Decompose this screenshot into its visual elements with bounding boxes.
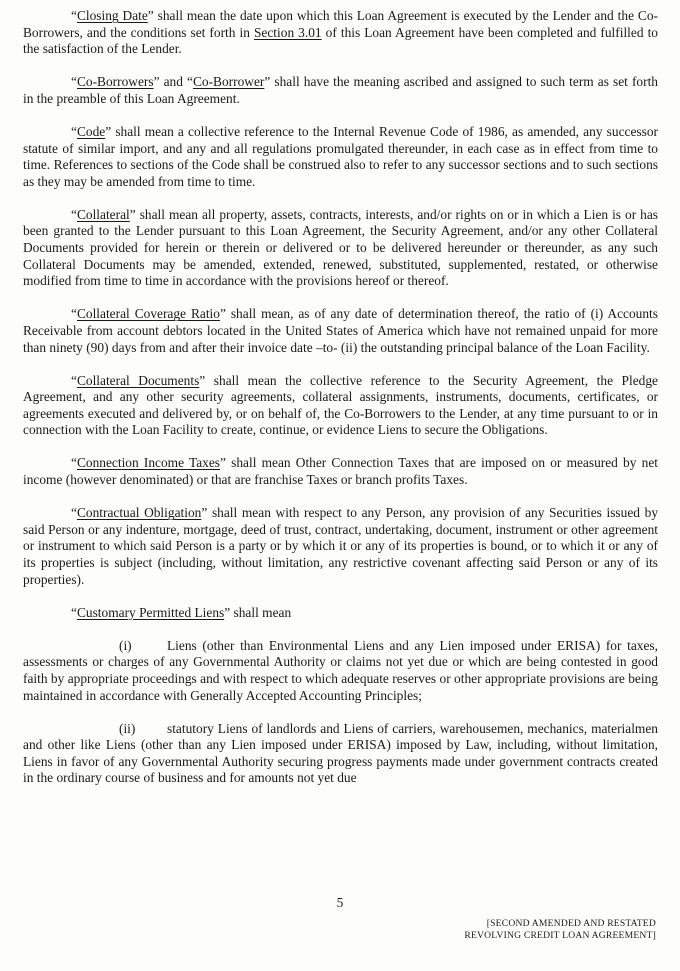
list-item: (i) Liens (other than Environmental Liens and any Lien imposed under ERISA) for taxes, assessments or charges of any Governmental Authority or claims not yet due or which are being contested in good faith by appropriate proceedings and with respect to which adequate reserves or other appropriate provisions are being maintained in accordance with Generally Accepted Accounting Principles; [23,637,658,703]
page-number: 5 [336,895,344,910]
item-number: (ii) [119,720,136,736]
list-item: (ii) statutory Liens of landlords and Liens of carriers, warehousemen, mechanics, materialmen and other like Liens (other than any Lien imposed under ERISA) imposed by Law, including, without limitation, Liens in favor of any Governmental Authority securing progress payments made under government contracts created in the ordinary course of business and for amounts not yet due [23,720,658,786]
defined-term: Collateral Coverage Ratio [76,306,220,322]
definition-contractual-obligation: “Contractual Obligation” shall mean with respect to any Person, any provision of any Securities issued by said Person or any indenture, mortgage, deed of trust, contract, undertaking, document, instrument or other agreement or instrument to which said Person is a party or by which it or any of its properties is bound, or to which it or any of its properties is subject (including, without limitation, any restrictive covenant affecting said Person or any of its properties). [23,505,659,587]
definition-collateral-coverage-ratio: “Collateral Coverage Ratio” shall mean, as of any date of determination thereof, the ratio of (i) Accounts Receivable from account debtors located in the United States of America which have not remained unpaid for more than ninety (90) days from and after their invoice date –to- (ii) the outstanding principal balance of the Loan Facility. [23,306,658,355]
item-number: (i) [119,637,132,653]
definition-closing-date: “Closing Date” shall mean the date upon which this Loan Agreement is executed by the Lender and the Co-Borrowers, and the conditions set forth in Section 3.01 of this Loan Agreement have been completed and fulfilled to the satisfaction of the Lender. [23,8,658,57]
footer-line: [SECOND AMENDED AND RESTATED [486,918,656,929]
document-footer [464,918,656,942]
defined-term: Co-Borrower [192,74,265,90]
defined-term: Closing Date [76,8,148,23]
definition-collateral: “Collateral” shall mean all property, assets, contracts, interests, and/or rights on or in which a Lien is or has been granted to the Lender pursuant to this Loan Agreement, the Security Agreement, and/or any other Collateral Documents provided for herein or therein or delivered or to be delivered hereunder or thereunder, as any such Collateral Documents may be amended, extended, renewed, substituted, supplemented, restated, or otherwise modified from time to time in accordance with the provisions hereof or thereof. [23,206,658,289]
defined-term: Collateral [76,206,130,222]
definition-co-borrowers: “Co-Borrowers” and “Co-Borrower” shall have the meaning ascribed and assigned to such term as set forth in the preamble of this Loan Agreement. [23,74,658,106]
defined-term: Code [76,123,106,139]
definition-customary-permitted-liens: “Customary Permitted Liens” shall mean [71,604,292,620]
defined-term: Co-Borrowers [76,74,154,90]
definition-collateral-documents: “Collateral Documents” shall mean the collective reference to the Security Agreement, the Pledge Agreement, and any other security agreements, collateral assignments, instruments, documents, certificates, or agreements executed and delivered by, or on behalf of, the Co-Borrowers to the Lender, at any time pursuant to or in connection with the Loan Facility to create, continue, or evidence Liens to secure the Obligations. [23,372,658,438]
footer-line: REVOLVING CREDIT LOAN AGREEMENT] [464,930,656,941]
definition-connection-income-taxes: “Connection Income Taxes” shall mean Other Connection Taxes that are imposed on or measured by net income (however denominated) or that are franchise Taxes or branch profits Taxes. [23,455,658,488]
defined-term: Contractual Obligation [76,505,202,521]
defined-term: Collateral Documents [76,372,200,388]
section-reference: Section 3.01 [253,24,322,40]
defined-term: Customary Permitted Liens [76,604,225,620]
defined-term: Connection Income Taxes [76,455,220,471]
definition-code: “Code” shall mean a collective reference to the Internal Revenue Code of 1986, as amended, any successor statute of similar import, and any and all regulations promulgated thereunder, in each case as in effect from time to time. References to sections of the Code shall be construed also to refer to any successor sections and to such sections as they may be amended from time to time. [23,123,658,189]
